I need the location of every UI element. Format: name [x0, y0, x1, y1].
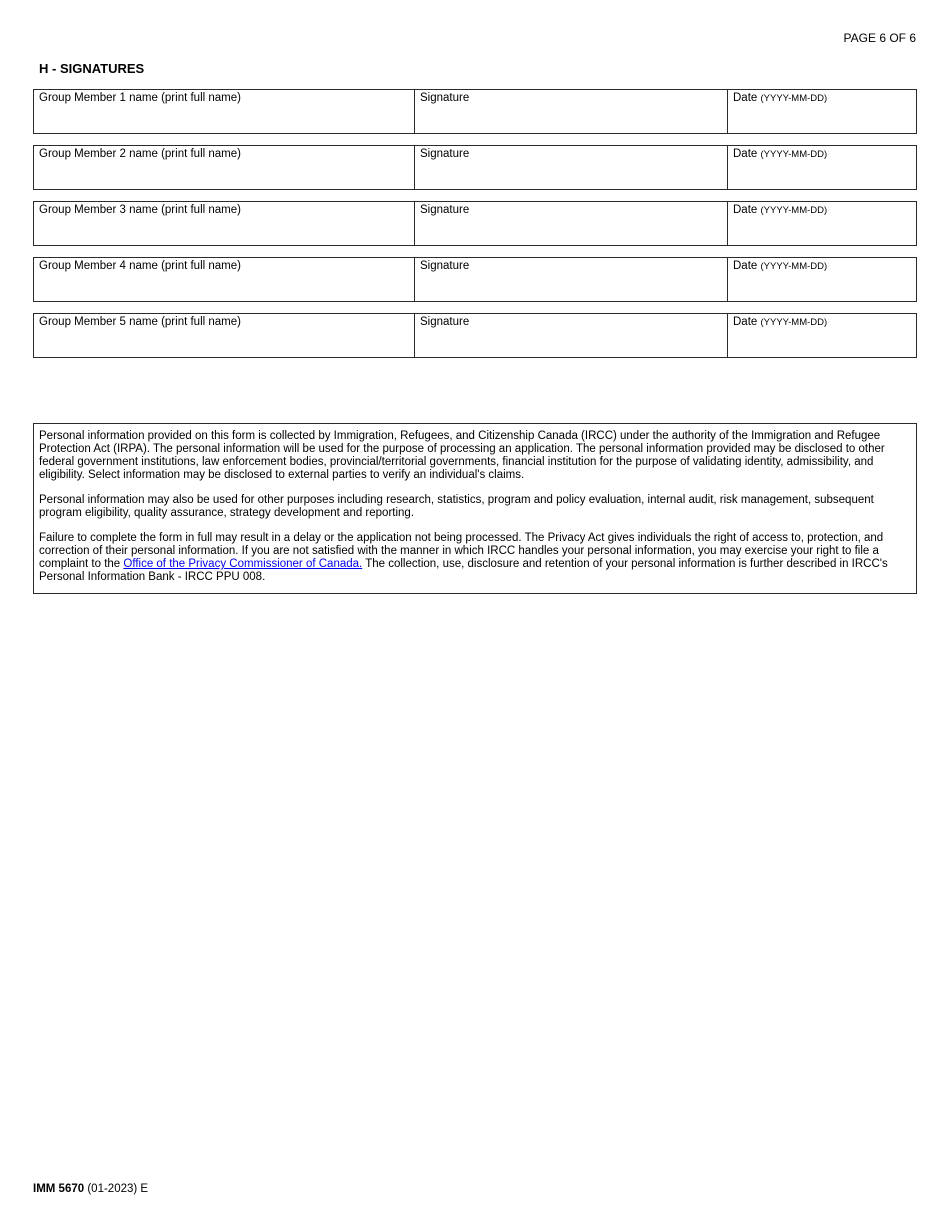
signature-label: Signature	[420, 148, 470, 160]
signature-label: Signature	[420, 92, 470, 104]
date-label: Date	[733, 92, 758, 104]
date-format-hint: (YYYY-MM-DD)	[760, 261, 828, 272]
signature-row	[33, 145, 917, 190]
member-name-label: Group Member 2 name (print full name)	[39, 148, 241, 160]
date-format-hint: (YYYY-MM-DD)	[760, 93, 828, 104]
privacy-paragraph-3-end: The collection, use, disclosure and retention of your personal information is further described in IRCC's Personal Information Bank - IRCC PPU 008.	[39, 558, 888, 583]
member-name-field[interactable]	[34, 146, 415, 189]
date-label: Date	[733, 148, 758, 160]
section-title: H - SIGNATURES	[39, 61, 145, 76]
signature-field[interactable]	[415, 146, 728, 189]
privacy-paragraph-1: Personal information provided on this form is collected by Immigration, Refugees, and Citizenship Canada (IRCC) under the authority of the Immigration and Refugee Protection Act (IRPA). The personal information will be used for the purpose of processing an application. The personal information provided may be disclosed to other federal government institutions, law enforcement bodies, provincial/territorial governments, financial institution for the purpose of validating identity, admissibility, and eligibility. Select information may be disclosed to external parties to verify an individual's claims.	[39, 430, 885, 481]
date-field[interactable]	[728, 258, 916, 301]
privacy-paragraph-3	[39, 532, 908, 584]
date-field[interactable]	[728, 146, 916, 189]
signature-field[interactable]	[415, 314, 728, 357]
member-name-label: Group Member 3 name (print full name)	[39, 204, 241, 216]
privacy-commissioner-link[interactable]: Office of the Privacy Commissioner of Canada.	[123, 558, 363, 570]
date-format-hint: (YYYY-MM-DD)	[760, 205, 828, 216]
privacy-notice	[33, 423, 917, 594]
page-number: PAGE 6 OF 6	[843, 31, 916, 45]
privacy-paragraph-2: Personal information may also be used for other purposes including research, statistics, program and policy evaluation, internal audit, risk management, subsequent program eligibility, quality assurance, strategy development and reporting.	[39, 494, 874, 519]
date-field[interactable]	[728, 202, 916, 245]
form-identifier	[33, 1183, 148, 1195]
date-format-hint: (YYYY-MM-DD)	[760, 149, 828, 160]
signature-row	[33, 313, 917, 358]
date-field[interactable]	[728, 314, 916, 357]
signature-field[interactable]	[415, 258, 728, 301]
member-name-label: Group Member 4 name (print full name)	[39, 260, 241, 272]
form-code: IMM 5670	[33, 1183, 85, 1195]
privacy-paragraph-3-start: Failure to complete the form in full may result in a delay or the application not being processed. The Privacy Act gives individuals the right of access to, protection, and correction of their personal information. If you are not satisfied with the manner in which IRCC handles your personal information, you may exercise your right to file a complaint to the	[39, 532, 884, 570]
signature-label: Signature	[420, 204, 470, 216]
signature-field[interactable]	[415, 90, 728, 133]
date-label: Date	[733, 260, 758, 272]
signature-row	[33, 201, 917, 246]
signature-label: Signature	[420, 316, 470, 328]
signature-row	[33, 257, 917, 302]
signature-field[interactable]	[415, 202, 728, 245]
member-name-label: Group Member 5 name (print full name)	[39, 316, 241, 328]
date-label: Date	[733, 204, 758, 216]
member-name-label: Group Member 1 name (print full name)	[39, 92, 241, 104]
member-name-field[interactable]	[34, 314, 415, 357]
date-label: Date	[733, 316, 758, 328]
signature-row	[33, 89, 917, 134]
member-name-field[interactable]	[34, 202, 415, 245]
signature-label: Signature	[420, 260, 470, 272]
member-name-field[interactable]	[34, 258, 415, 301]
date-format-hint: (YYYY-MM-DD)	[760, 317, 828, 328]
member-name-field[interactable]	[34, 90, 415, 133]
date-field[interactable]	[728, 90, 916, 133]
form-date: (01-2023) E	[87, 1183, 149, 1195]
